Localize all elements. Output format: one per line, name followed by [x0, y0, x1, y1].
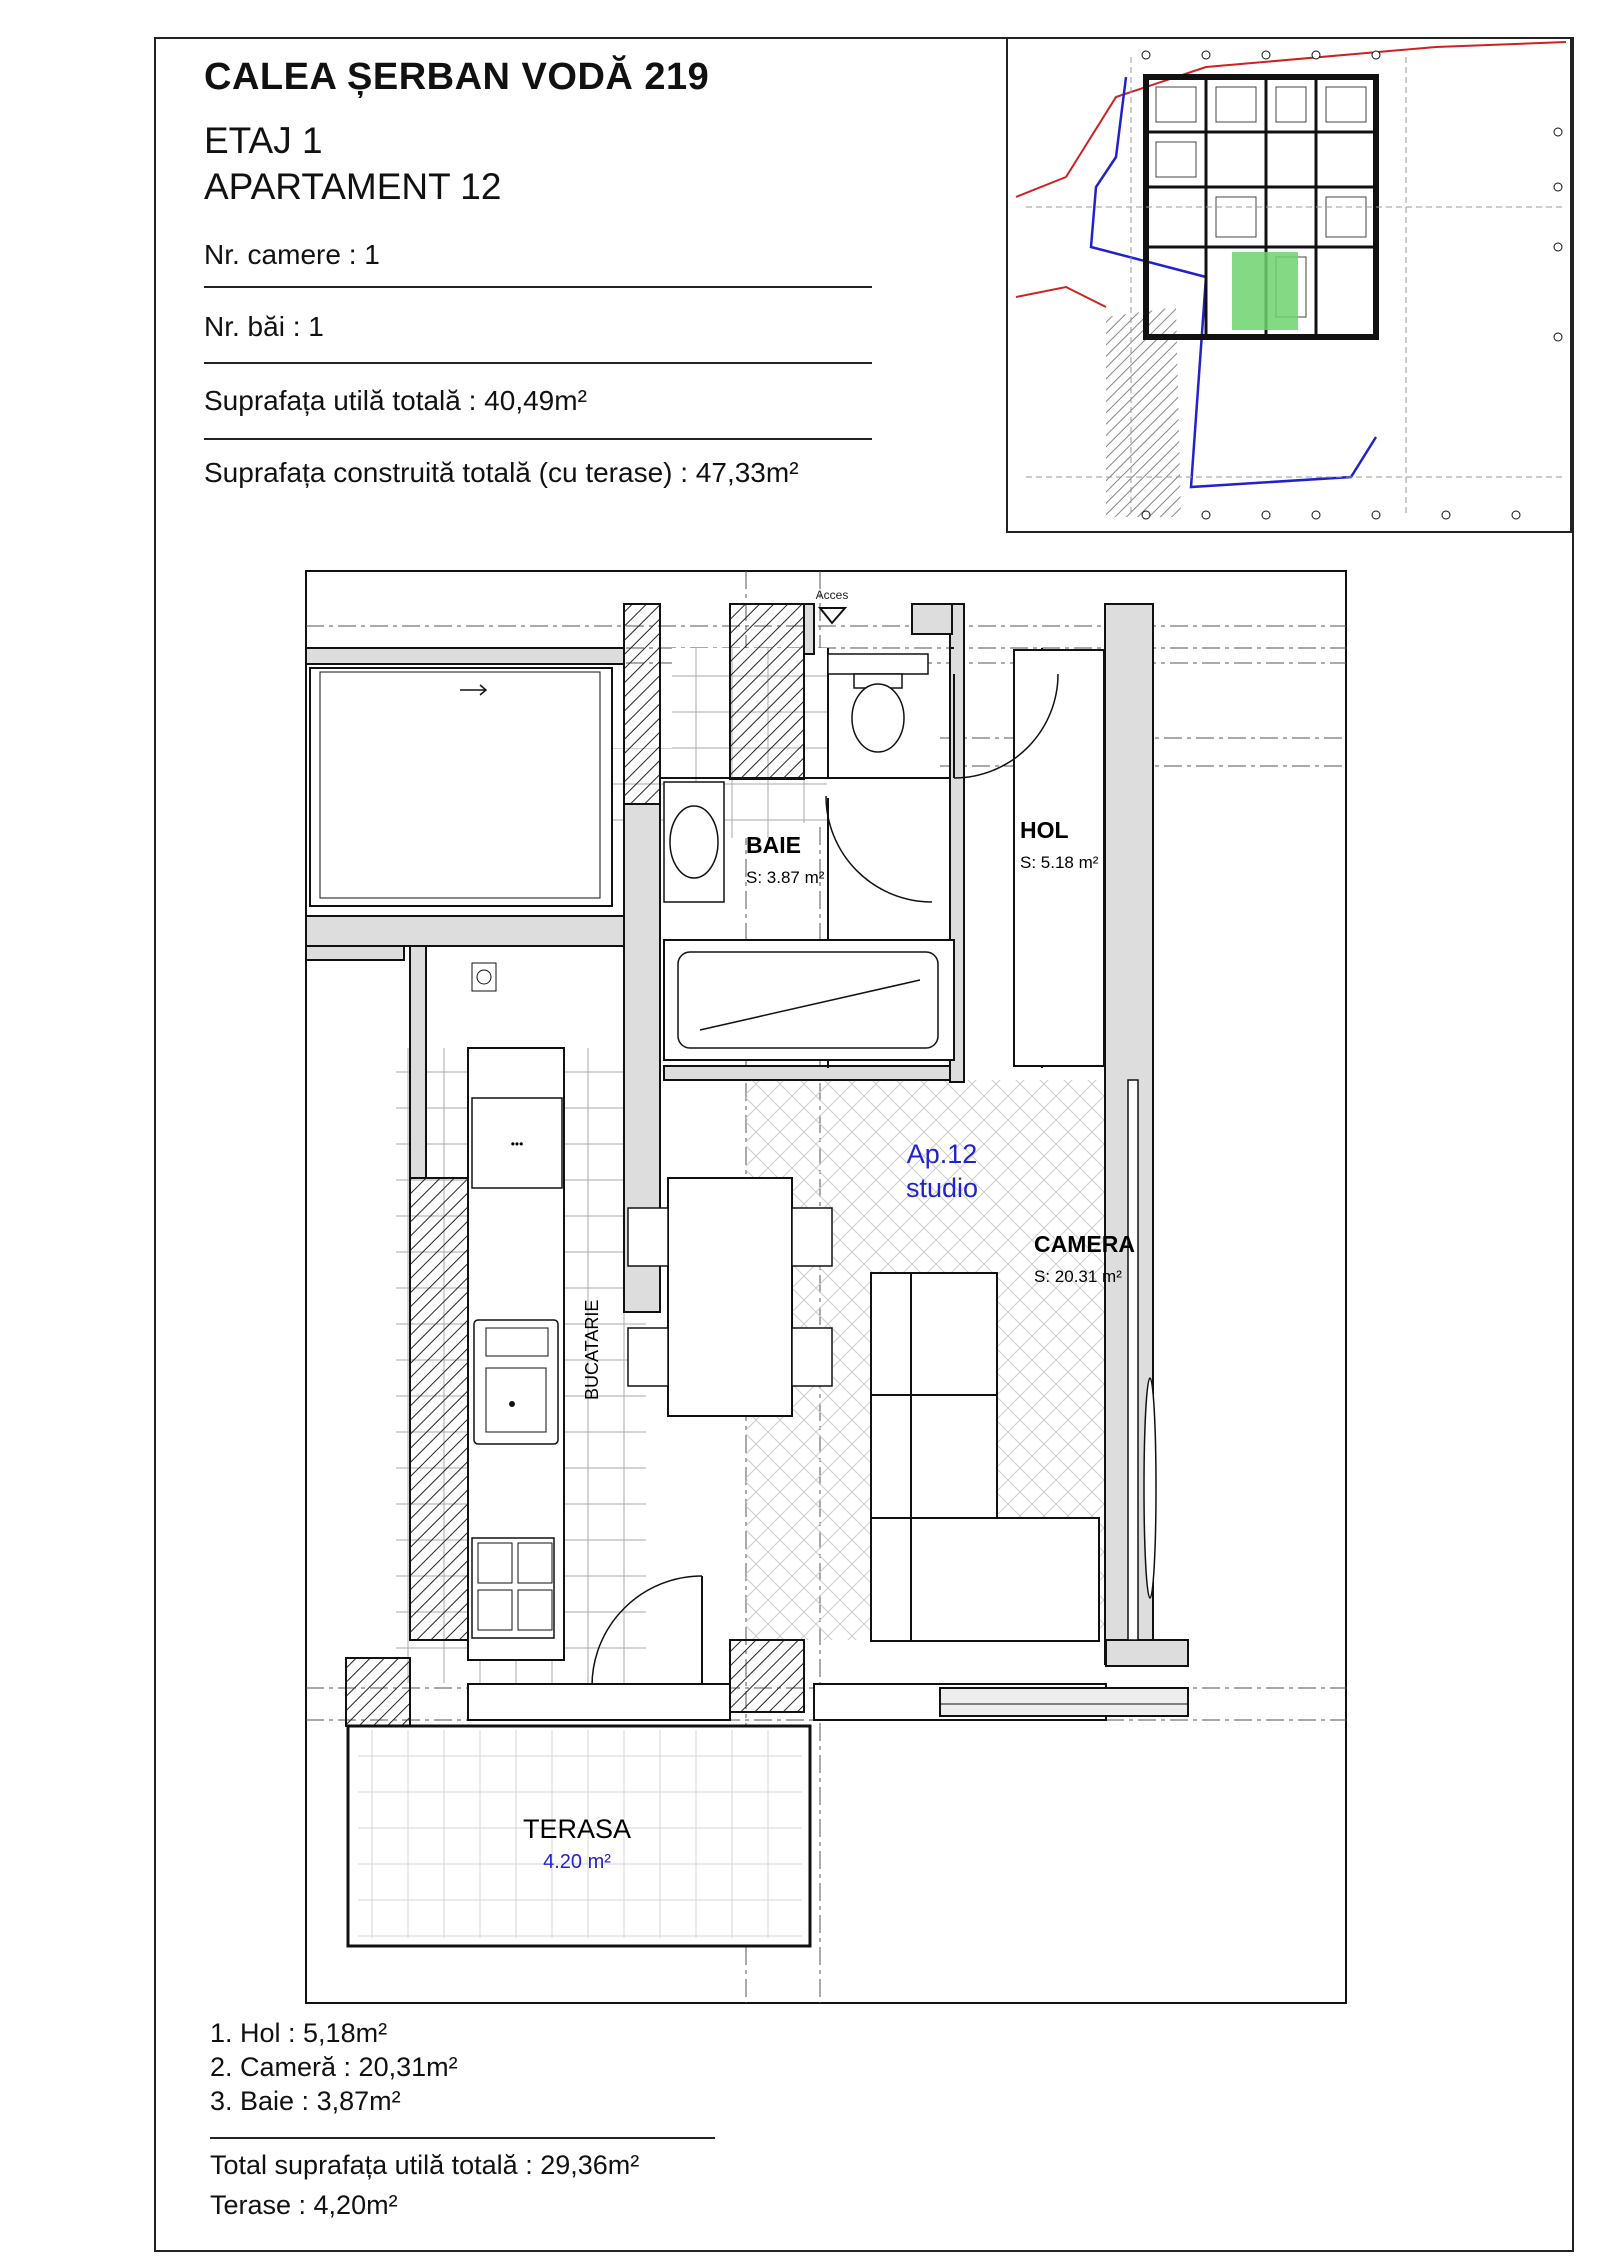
building-address: CALEA ȘERBAN VODĂ 219	[204, 56, 710, 98]
built-area: Suprafața construită totală (cu terase) : 47,33m²	[204, 457, 799, 488]
room-name-baie: BAIE	[746, 832, 801, 858]
room-area-camera: S: 20.31 m²	[1034, 1267, 1122, 1286]
legend-total: Total suprafața utilă totală : 29,36m²	[210, 2150, 640, 2180]
room-name-terasa: TERASA	[522, 1814, 632, 1844]
room-name-hol: HOL	[1020, 817, 1069, 843]
access-label: Acces	[815, 588, 849, 602]
divider	[204, 286, 872, 288]
useful-area: Suprafața utilă totală : 40,49m²	[204, 385, 587, 416]
divider	[204, 438, 872, 440]
room-name-camera: CAMERA	[1034, 1231, 1135, 1257]
legend-item: 1. Hol : 5,18m²	[210, 2018, 388, 2048]
apartment-type: studio	[905, 1173, 979, 1203]
legend-divider	[210, 2137, 715, 2139]
apartment-number: Ap.12	[906, 1139, 978, 1169]
room-name-bucatarie: BUCATARIE	[582, 1299, 602, 1400]
key-plan	[1006, 37, 1572, 533]
room-area-baie: S: 3.87 m²	[746, 868, 825, 887]
floor-label: ETAJ 1	[204, 120, 323, 161]
baths-count: Nr. băi : 1	[204, 311, 324, 342]
apartment-label: APARTAMENT 12	[204, 166, 502, 207]
divider	[204, 362, 872, 364]
room-area-terasa: 4.20 m²	[543, 1851, 611, 1873]
room-area-hol: S: 5.18 m²	[1020, 853, 1099, 872]
floor-plan	[300, 568, 1348, 2008]
rooms-count: Nr. camere : 1	[204, 239, 380, 270]
legend-item: 3. Baie : 3,87m²	[210, 2086, 401, 2116]
legend-terrace: Terase : 4,20m²	[210, 2190, 398, 2220]
legend-item: 2. Cameră : 20,31m²	[210, 2052, 458, 2082]
svg-text:•••: •••	[510, 1137, 524, 1151]
